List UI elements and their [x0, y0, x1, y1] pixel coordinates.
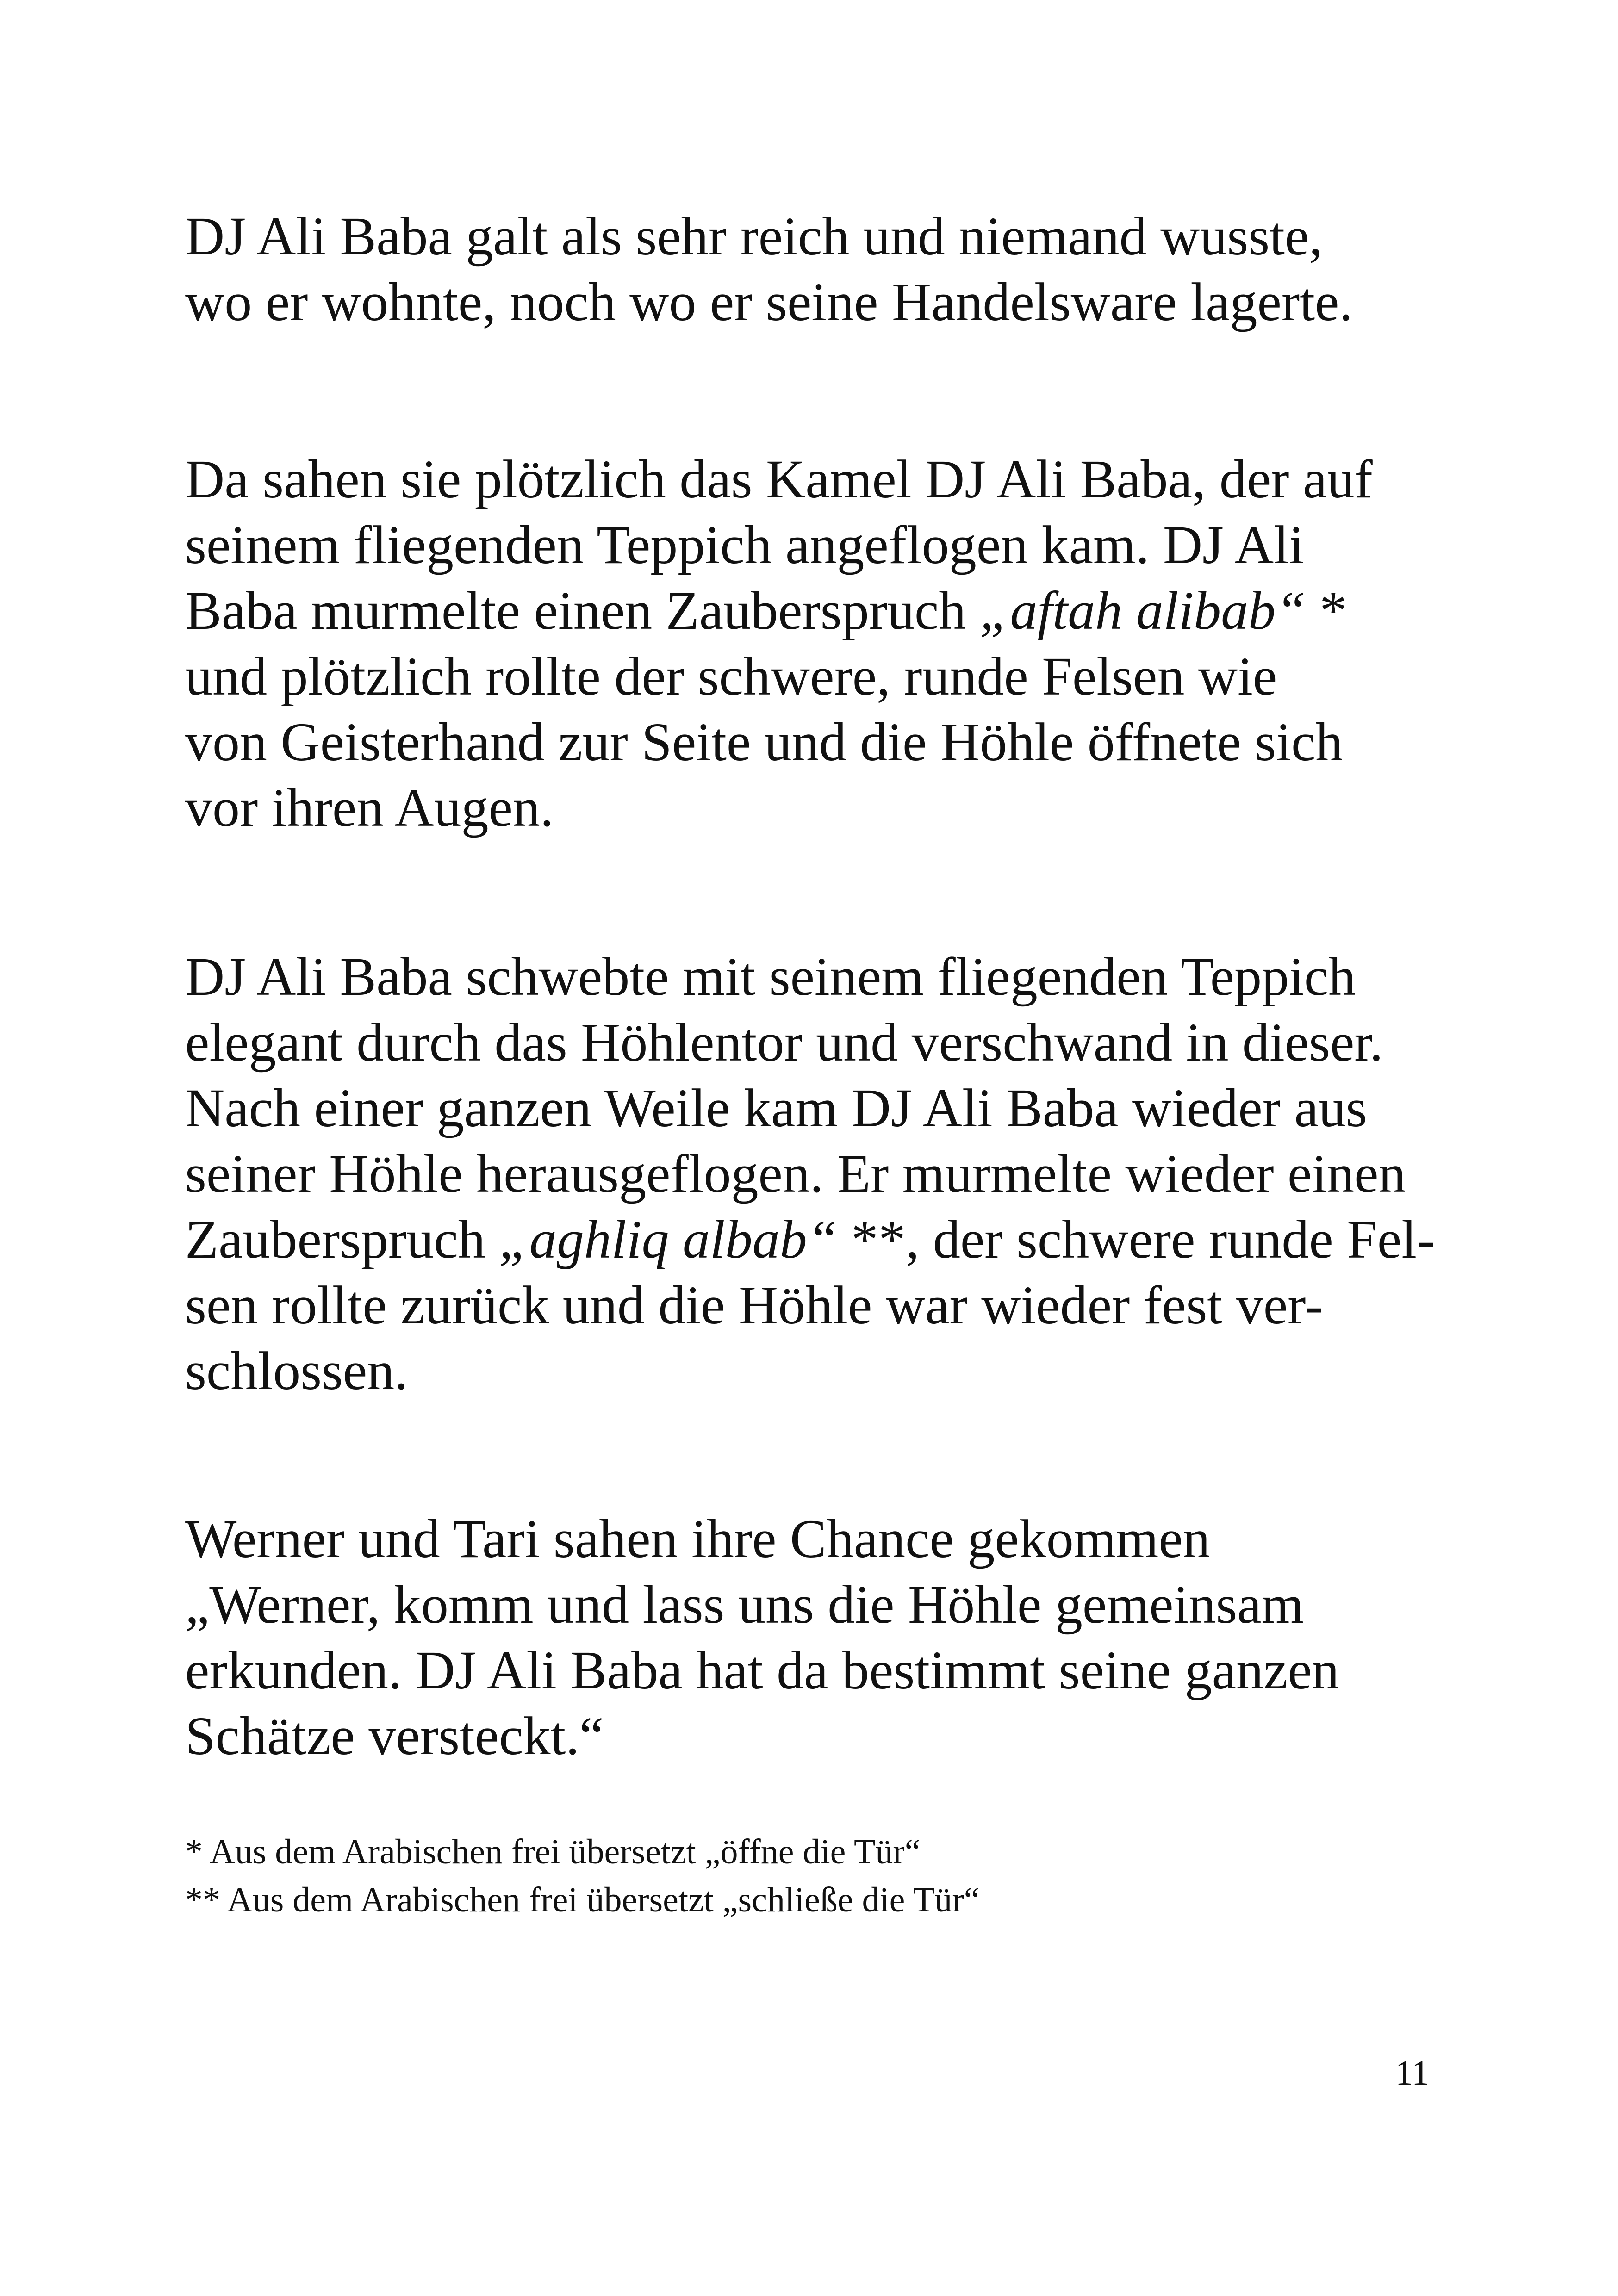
footnotes — [185, 1828, 979, 1924]
magic-spell-close: „aghliq albab“ — [499, 1209, 838, 1270]
page-number: 11 — [1395, 2054, 1430, 2092]
text-line: Schätze versteckt.“ — [185, 1706, 604, 1766]
text-line-with-spell — [185, 578, 1373, 644]
text-line: erkunden. DJ Ali Baba hat da bestimmt seine ganzen — [185, 1640, 1339, 1700]
text-line: Nach einer ganzen Weile kam DJ Ali Baba wieder aus — [185, 1078, 1367, 1138]
footnote-2: ** Aus dem Arabischen frei übersetzt „schließe die Tür“ — [185, 1880, 980, 1919]
text-line: elegant durch das Höhlentor und verschwand in dieser. — [185, 1012, 1383, 1073]
text-segment: **, der schwere runde Fel- — [837, 1209, 1435, 1270]
footnote-1: * Aus dem Arabischen frei übersetzt „öffne die Tür“ — [185, 1832, 921, 1871]
text-line: „Werner, komm und lass uns die Höhle gemeinsam — [185, 1574, 1304, 1635]
text-line: schlossen. — [185, 1340, 408, 1401]
text-line: und plötzlich rollte der schwere, runde Felsen wie — [185, 646, 1277, 707]
text-line: DJ Ali Baba galt als sehr reich und niemand wusste, — [185, 206, 1323, 267]
text-line: DJ Ali Baba schwebte mit seinem fliegenden Teppich — [185, 946, 1356, 1007]
text-line: Da sahen sie plötzlich das Kamel DJ Ali Baba, der auf — [185, 449, 1373, 509]
text-segment: Baba murmelte einen Zauberspruch — [185, 580, 980, 641]
paragraph-1 — [185, 204, 1353, 335]
text-line: seiner Höhle herausgeflogen. Er murmelte wieder einen — [185, 1143, 1406, 1204]
text-line: sen rollte zurück und die Höhle war wieder fest ver- — [185, 1275, 1323, 1335]
text-line: vor ihren Augen. — [185, 777, 554, 838]
text-line: seinem fliegenden Teppich angeflogen kam. DJ Ali — [185, 515, 1304, 575]
text-segment: Zauberspruch — [185, 1209, 499, 1270]
text-line-with-spell — [185, 1207, 1435, 1272]
text-line: Werner und Tari sahen ihre Chance gekommen — [185, 1508, 1210, 1569]
magic-spell-open: „aftah alibab“ — [979, 580, 1306, 641]
paragraph-4 — [185, 1506, 1339, 1769]
paragraph-3 — [185, 944, 1435, 1404]
footnote-marker: * — [1306, 580, 1347, 641]
text-line: von Geisterhand zur Seite und die Höhle öffnete sich — [185, 712, 1343, 772]
paragraph-2 — [185, 447, 1373, 841]
text-line: wo er wohnte, noch wo er seine Handelsware lagerte. — [185, 272, 1353, 332]
